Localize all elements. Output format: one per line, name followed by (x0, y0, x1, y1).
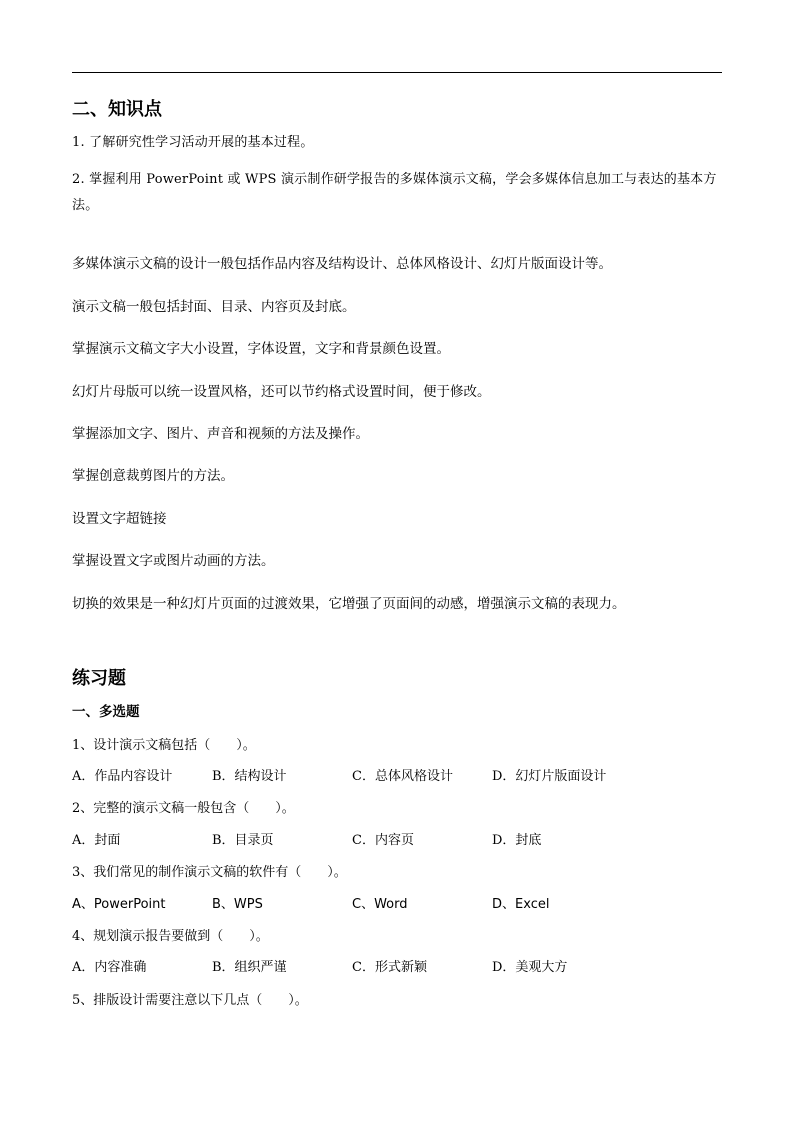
option-c: C、Word (352, 897, 408, 912)
paragraph-structure: 演示文稿一般包括封面、目录、内容页及封底。 (72, 299, 356, 315)
question-4: 4、规划演示报告要做到（ ）。 (72, 929, 269, 944)
knowledge-item-1: 1. 了解研究性学习活动开展的基本过程。 (72, 135, 314, 150)
option-a: A、PowerPoint (72, 897, 166, 912)
option-b: B、WPS (212, 897, 263, 912)
option-d: D．幻灯片版面设计 (492, 769, 607, 784)
option-a: A．内容准确 (72, 960, 147, 975)
question-1-options (72, 765, 712, 785)
question-4-options (72, 956, 712, 976)
paragraph-slide-master: 幻灯片母版可以统一设置风格，还可以节约格式设置时间，便于修改。 (72, 384, 491, 400)
option-a: A．作品内容设计 (72, 769, 173, 784)
header-rule (72, 72, 722, 73)
question-1: 1、设计演示文稿包括（ ）。 (72, 738, 256, 753)
paragraph-design: 多媒体演示文稿的设计一般包括作品内容及结构设计、总体风格设计、幻灯片版面设计等。 (72, 256, 612, 272)
option-b: B．结构设计 (212, 769, 287, 784)
question-5: 5、排版设计需要注意以下几点（ ）。 (72, 993, 308, 1008)
question-3: 3、我们常见的制作演示文稿的软件有（ ）。 (72, 865, 347, 880)
option-c: C．形式新颖 (352, 960, 427, 975)
option-d: D．美观大方 (492, 960, 568, 975)
knowledge-item-2: 2. 掌握利用 PowerPoint 或 WPS 演示制作研学报告的多媒体演示文稿，学会多媒体信息加工与表达的基本方法。 (72, 172, 717, 213)
subheading-multiple-choice: 一、多选题 (72, 704, 140, 720)
paragraph-crop-image: 掌握创意裁剪图片的方法。 (72, 468, 234, 484)
paragraph-text-settings: 掌握演示文稿文字大小设置，字体设置，文字和背景颜色设置。 (72, 341, 450, 357)
paragraph-add-media: 掌握添加文字、图片、声音和视频的方法及操作。 (72, 426, 369, 442)
option-d: D．封底 (492, 833, 542, 848)
question-2-options (72, 829, 712, 849)
question-2: 2、完整的演示文稿一般包含（ ）。 (72, 801, 295, 816)
paragraph-animation: 掌握设置文字或图片动画的方法。 (72, 553, 275, 569)
option-c: C．总体风格设计 (352, 769, 453, 784)
option-b: B．组织严谨 (212, 960, 287, 975)
option-a: A．封面 (72, 833, 121, 848)
question-3-options (72, 893, 712, 913)
option-b: B．目录页 (212, 833, 274, 848)
section-heading-exercises: 练习题 (72, 668, 126, 689)
option-d: D、Excel (492, 897, 550, 912)
option-c: C．内容页 (352, 833, 414, 848)
paragraph-transition: 切换的效果是一种幻灯片页面的过渡效果，它增强了页面间的动感，增强演示文稿的表现力。 (72, 596, 626, 612)
section-heading-knowledge: 二、知识点 (72, 99, 162, 120)
paragraph-hyperlink: 设置文字超链接 (72, 511, 167, 527)
